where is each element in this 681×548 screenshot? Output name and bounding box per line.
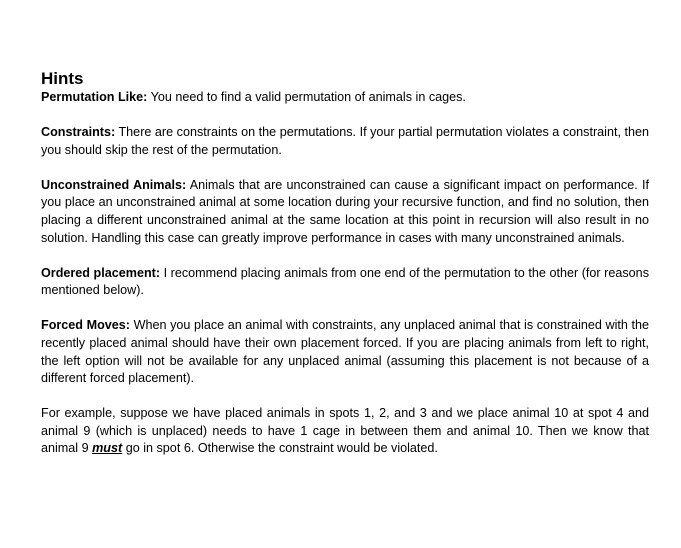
ordered-paragraph [41, 265, 649, 300]
permutation-paragraph [41, 89, 649, 107]
ordered-label: Ordered placement: [41, 265, 161, 280]
unconstrained-text: Animals that are unconstrained can cause a significant impact on performance. If you place an unconstrained animal at some location during your recursive function, and find no solution, then placing a different unconstrained animal at the same location at this point in recursion will also result in no solution. Handling this case can greatly improve performance in cases with many unconstrained animals. [41, 177, 649, 245]
unconstrained-label: Unconstrained Animals: [41, 177, 187, 192]
example-text-after: go in spot 6. Otherwise the constraint would be violated. [122, 441, 438, 456]
permutation-text: You need to find a valid permutation of animals in cages. [147, 90, 466, 104]
example-paragraph [41, 405, 649, 458]
hints-document [41, 69, 649, 476]
forced-paragraph [41, 317, 649, 387]
forced-label: Forced Moves: [41, 318, 130, 333]
constraints-text: There are constraints on the permutations. If your partial permutation violates a constraint, then you should skip the rest of the permutation. [41, 125, 649, 157]
forced-text: When you place an animal with constraints, any unplaced animal that is constrained with the recently placed animal should have their own placement forced. If you are placing animals from left to right, the left option will not be available for any unplaced animal (assuming this placement is not because of a different forced placement). [41, 318, 649, 386]
example-emphasis: must [92, 441, 123, 456]
constraints-paragraph [41, 124, 649, 159]
constraints-label: Constraints: [41, 125, 116, 140]
example-text-before: For example, suppose we have placed animals in spots 1, 2, and 3 and we place animal 10 at spot 4 and animal 9 (which is unplaced) needs to have 1 cage in between them and animal 10. Then we know that animal 9 [41, 406, 649, 456]
hints-heading: Hints [41, 69, 84, 88]
unconstrained-paragraph [41, 177, 649, 247]
permutation-label: Permutation Like: [41, 90, 148, 104]
ordered-text: I recommend placing animals from one end of the permutation to the other (for reasons mentioned below). [41, 265, 649, 298]
